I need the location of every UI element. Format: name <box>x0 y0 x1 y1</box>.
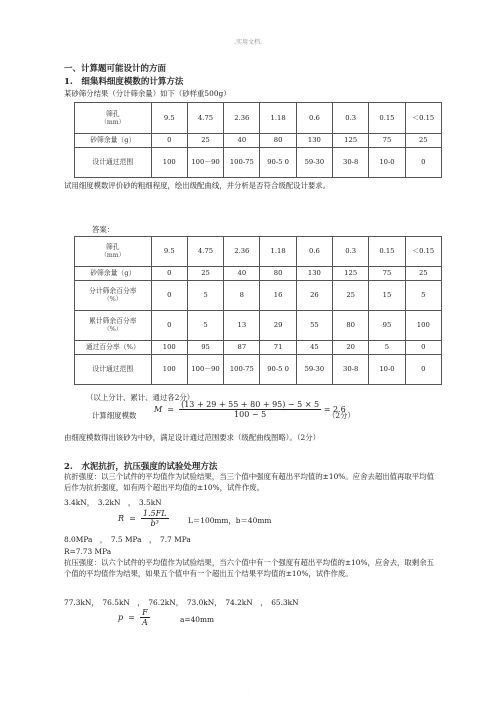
table-cell: 80 <box>333 311 369 341</box>
table-cell: 30-8 <box>333 148 369 178</box>
table-cell: 100－90 <box>187 148 223 178</box>
answer-label: 答案： <box>92 225 115 234</box>
table-cell: 75 <box>369 267 405 281</box>
table-cell: 80 <box>260 134 296 148</box>
modulus-formula: M = $\frac{(13 + 29 + 55 + 80 + 95) - 5 \times 5}{100 - 5}$ = 2.6 <box>154 400 346 419</box>
table-cell: 30-8 <box>333 355 369 385</box>
table-cell: 0.15 <box>369 237 405 267</box>
table-cell: 40 <box>224 267 260 281</box>
table-cell: 4.75 <box>187 103 223 134</box>
table-cell: 1.18 <box>260 103 296 134</box>
table-row <box>75 267 442 281</box>
page-footer: . <box>247 688 249 694</box>
table-row <box>75 355 442 385</box>
table-cell: 13 <box>224 311 260 341</box>
table-cell: 100-75 <box>224 148 260 178</box>
table-row <box>75 148 442 178</box>
table-cell: 0 <box>151 134 187 148</box>
table-cell: 0.3 <box>333 237 369 267</box>
table-header-cell: 筛孔 （mm） <box>75 103 152 134</box>
table-cell: 75 <box>369 134 405 148</box>
subsection-1-title: 1. 细集料细度模数的计算方法 <box>64 77 184 87</box>
modulus-conclusion: 由细度模数得出该砂为中砂，满足设计通过范围要求（级配曲线图略）。（2分） <box>64 433 320 442</box>
table-cell: 25 <box>187 134 223 148</box>
table-cell: 0 <box>405 148 441 178</box>
table-cell: 100 <box>151 355 187 385</box>
sieve-table-1 <box>74 102 442 178</box>
table-cell: 5 <box>187 281 223 311</box>
table-cell: 100 <box>151 341 187 355</box>
table-cell: 9.5 <box>151 237 187 267</box>
table-cell: 0 <box>151 267 187 281</box>
table-cell: 40 <box>224 134 260 148</box>
table-cell: 25 <box>405 267 441 281</box>
table-cell: 1.18 <box>260 237 296 267</box>
table-cell: 100－90 <box>187 355 223 385</box>
table-cell: 0 <box>151 311 187 341</box>
table-cell: 100-75 <box>224 355 260 385</box>
table-header-cell: 设计通过范围 <box>75 355 152 385</box>
table-cell: 2.36 <box>224 237 260 267</box>
flexural-value: R=7.73 MPa <box>64 547 112 556</box>
table-cell: 9.5 <box>151 103 187 134</box>
table-cell: 100 <box>405 311 441 341</box>
flexural-params: L＝100mm，b＝40mm <box>188 516 272 525</box>
table-cell: 59-30 <box>296 148 332 178</box>
table-header-cell: 通过百分率（%） <box>75 341 152 355</box>
table-header-cell: 砂筛余量（g） <box>75 267 152 281</box>
table-cell: 26 <box>296 281 332 311</box>
table-cell: 95 <box>187 341 223 355</box>
table-cell: 130 <box>296 134 332 148</box>
sub2-para1: 抗折强度：以三个试件的平均值作为试验结果，当三个值中强度有超出平均值的±10%。应舍去超出值再取平均值后作为抗折强度，如有两个超出平均值的±10%，试件作废。 <box>64 472 434 492</box>
table-cell: 0.6 <box>296 237 332 267</box>
table-cell: 55 <box>296 311 332 341</box>
table-cell: 90-5 0 <box>260 148 296 178</box>
table-cell: 0 <box>405 355 441 385</box>
table-cell: 5 <box>369 341 405 355</box>
table-header-cell: 累计筛余百分率 （%） <box>75 311 152 341</box>
score-note: （以上分计、累计、通过各2分） <box>86 393 195 402</box>
section-title: 一、计算题可能设计的方面 <box>64 64 167 74</box>
table-cell: 125 <box>333 134 369 148</box>
sieve-table-2 <box>74 236 442 385</box>
subsection-2-title: 2. 水泥抗折，抗压强度的试验处理方法 <box>64 462 218 472</box>
table-cell: 20 <box>333 341 369 355</box>
compressive-formula: p = $\frac{F}{A}$ <box>118 608 148 627</box>
table-row <box>75 281 442 311</box>
modulus-score: （2分） <box>328 411 355 420</box>
table-row <box>75 237 442 267</box>
table-header-cell: 砂筛余量（g） <box>75 134 152 148</box>
table-cell: 10-0 <box>369 148 405 178</box>
table-cell: 15 <box>369 281 405 311</box>
page-header: .实用文档. <box>234 39 262 46</box>
sub2-loads-flexural: 3.4kN， 3.2kN ， 3.5kN <box>64 498 162 507</box>
table-cell: 0.15 <box>369 103 405 134</box>
compressive-params: a=40mm <box>180 615 215 624</box>
table-cell: 80 <box>260 267 296 281</box>
sub2-loads-compressive: 77.3kN， 76.5kN ， 76.2kN， 73.0kN， 74.2kN ， 65.3kN <box>64 598 299 607</box>
table-cell: 100 <box>151 148 187 178</box>
table-cell: 29 <box>260 311 296 341</box>
table-row <box>75 341 442 355</box>
flexural-results: 8.0MPa ， 7.5 MPa ， 7.7 MPa <box>64 535 191 544</box>
sub2-para2: 抗压强度：以六个试件的平均值作为试验结果，当六个值中有一个强度有超出平均值的±10%，应舍去，取剩余五个值的平均值作为结果，如果五个值中有一个超出五个结果平均值的±10%，试件作废。 <box>64 558 434 578</box>
table-cell: 2.36 <box>224 103 260 134</box>
table-cell: 8 <box>224 281 260 311</box>
table-cell: 25 <box>405 134 441 148</box>
table-cell: 59-30 <box>296 355 332 385</box>
table-cell: 87 <box>224 341 260 355</box>
sub1-question: 试用细度模数评价砂的粗细程度，绘出级配曲线，并分析是否符合级配设计要求。 <box>64 181 331 190</box>
flexural-formula: R = $\frac{1.5FL}{\text{b³}}$ <box>118 509 167 528</box>
table-cell: 25 <box>333 281 369 311</box>
table-row <box>75 103 442 134</box>
table-cell: 25 <box>187 267 223 281</box>
table-cell: 10-0 <box>369 355 405 385</box>
table-cell: 0 <box>151 281 187 311</box>
table-cell: 0.6 <box>296 103 332 134</box>
table-cell: 4.75 <box>187 237 223 267</box>
table-cell: ＜0.15 <box>405 103 441 134</box>
table-header-cell: 设计通过范围 <box>75 148 152 178</box>
table-cell: 5 <box>187 311 223 341</box>
table-cell: 45 <box>296 341 332 355</box>
table-cell: 16 <box>260 281 296 311</box>
table-cell: 125 <box>333 267 369 281</box>
table-cell: 95 <box>369 311 405 341</box>
table-cell: 90-5 0 <box>260 355 296 385</box>
table-row <box>75 311 442 341</box>
modulus-label: 计算细度模数 <box>92 411 137 420</box>
table-cell: 71 <box>260 341 296 355</box>
table-cell: 5 <box>405 281 441 311</box>
table-header-cell: 筛孔 （mm） <box>75 237 152 267</box>
table-cell: ＜0.15 <box>405 237 441 267</box>
table-cell: 0 <box>405 341 441 355</box>
table-cell: 0.3 <box>333 103 369 134</box>
table-row <box>75 134 442 148</box>
table-header-cell: 分计筛余百分率 （%） <box>75 281 152 311</box>
sub1-intro: 某砂筛分结果（分计筛余量）如下（砂样重500g） <box>64 89 231 98</box>
table-cell: 130 <box>296 267 332 281</box>
